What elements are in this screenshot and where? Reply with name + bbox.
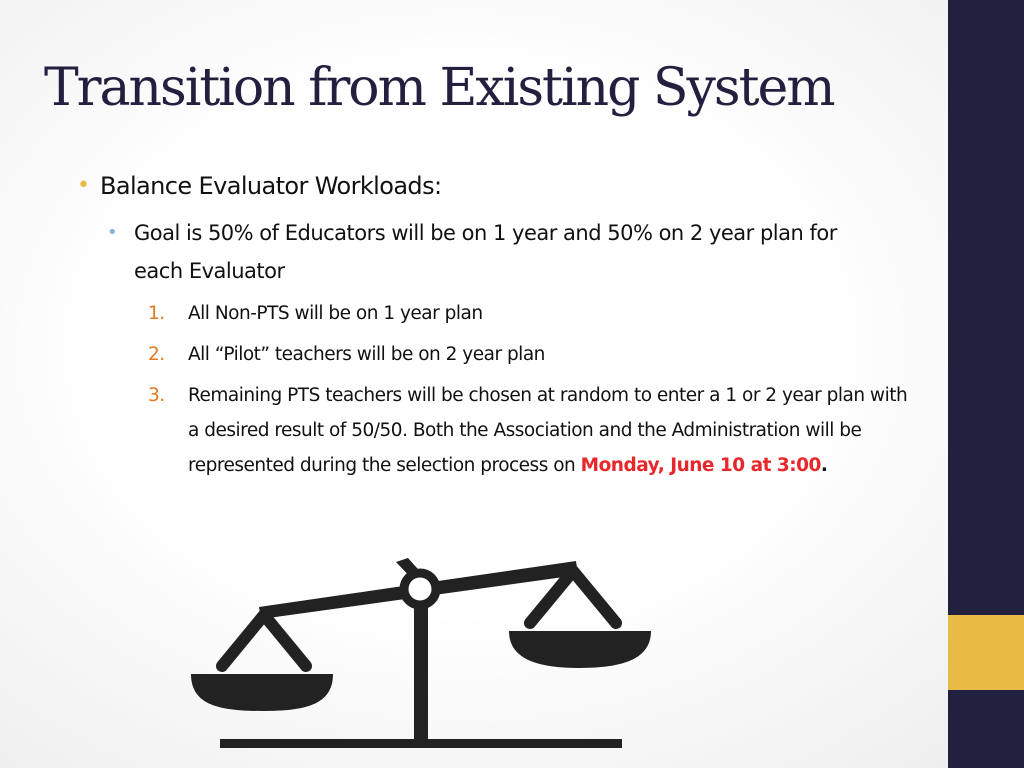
bullet-level1: [77, 168, 900, 204]
sidebar-accent-block: [948, 615, 1024, 690]
list-number: 3.: [148, 385, 165, 406]
bullet-level2-text: Goal is 50% of Educators will be on 1 year and 50% on 2 year plan for each Evaluator: [134, 221, 837, 283]
list-number: 1.: [148, 303, 165, 324]
list-item: [148, 378, 908, 483]
bullet-level2: [107, 214, 854, 290]
bullet-dot-icon: •: [107, 222, 118, 243]
list-item: [148, 296, 908, 331]
list-number: 2.: [148, 344, 165, 365]
list-item-body: Remaining PTS teachers will be chosen at random to enter a 1 or 2 year plan with a desired result of 50/50. Both the Association and the Administration will be represented during the selection process on: [188, 385, 908, 476]
list-item-text: [188, 378, 908, 483]
list-item-text: All Non-PTS will be on 1 year plan: [188, 303, 483, 324]
list-item-text: All “Pilot” teachers will be on 2 year plan: [188, 344, 545, 365]
highlight-date: Monday, June 10 at 3:00: [580, 455, 821, 476]
slide-title: Transition from Existing System: [44, 58, 834, 118]
bullet-dot-icon: •: [77, 173, 90, 198]
list-item-period: .: [820, 455, 828, 476]
bullet-level1-text: Balance Evaluator Workloads:: [100, 172, 442, 200]
balance-scale-icon: [185, 555, 660, 755]
numbered-list: [148, 296, 908, 489]
list-item: [148, 337, 908, 372]
